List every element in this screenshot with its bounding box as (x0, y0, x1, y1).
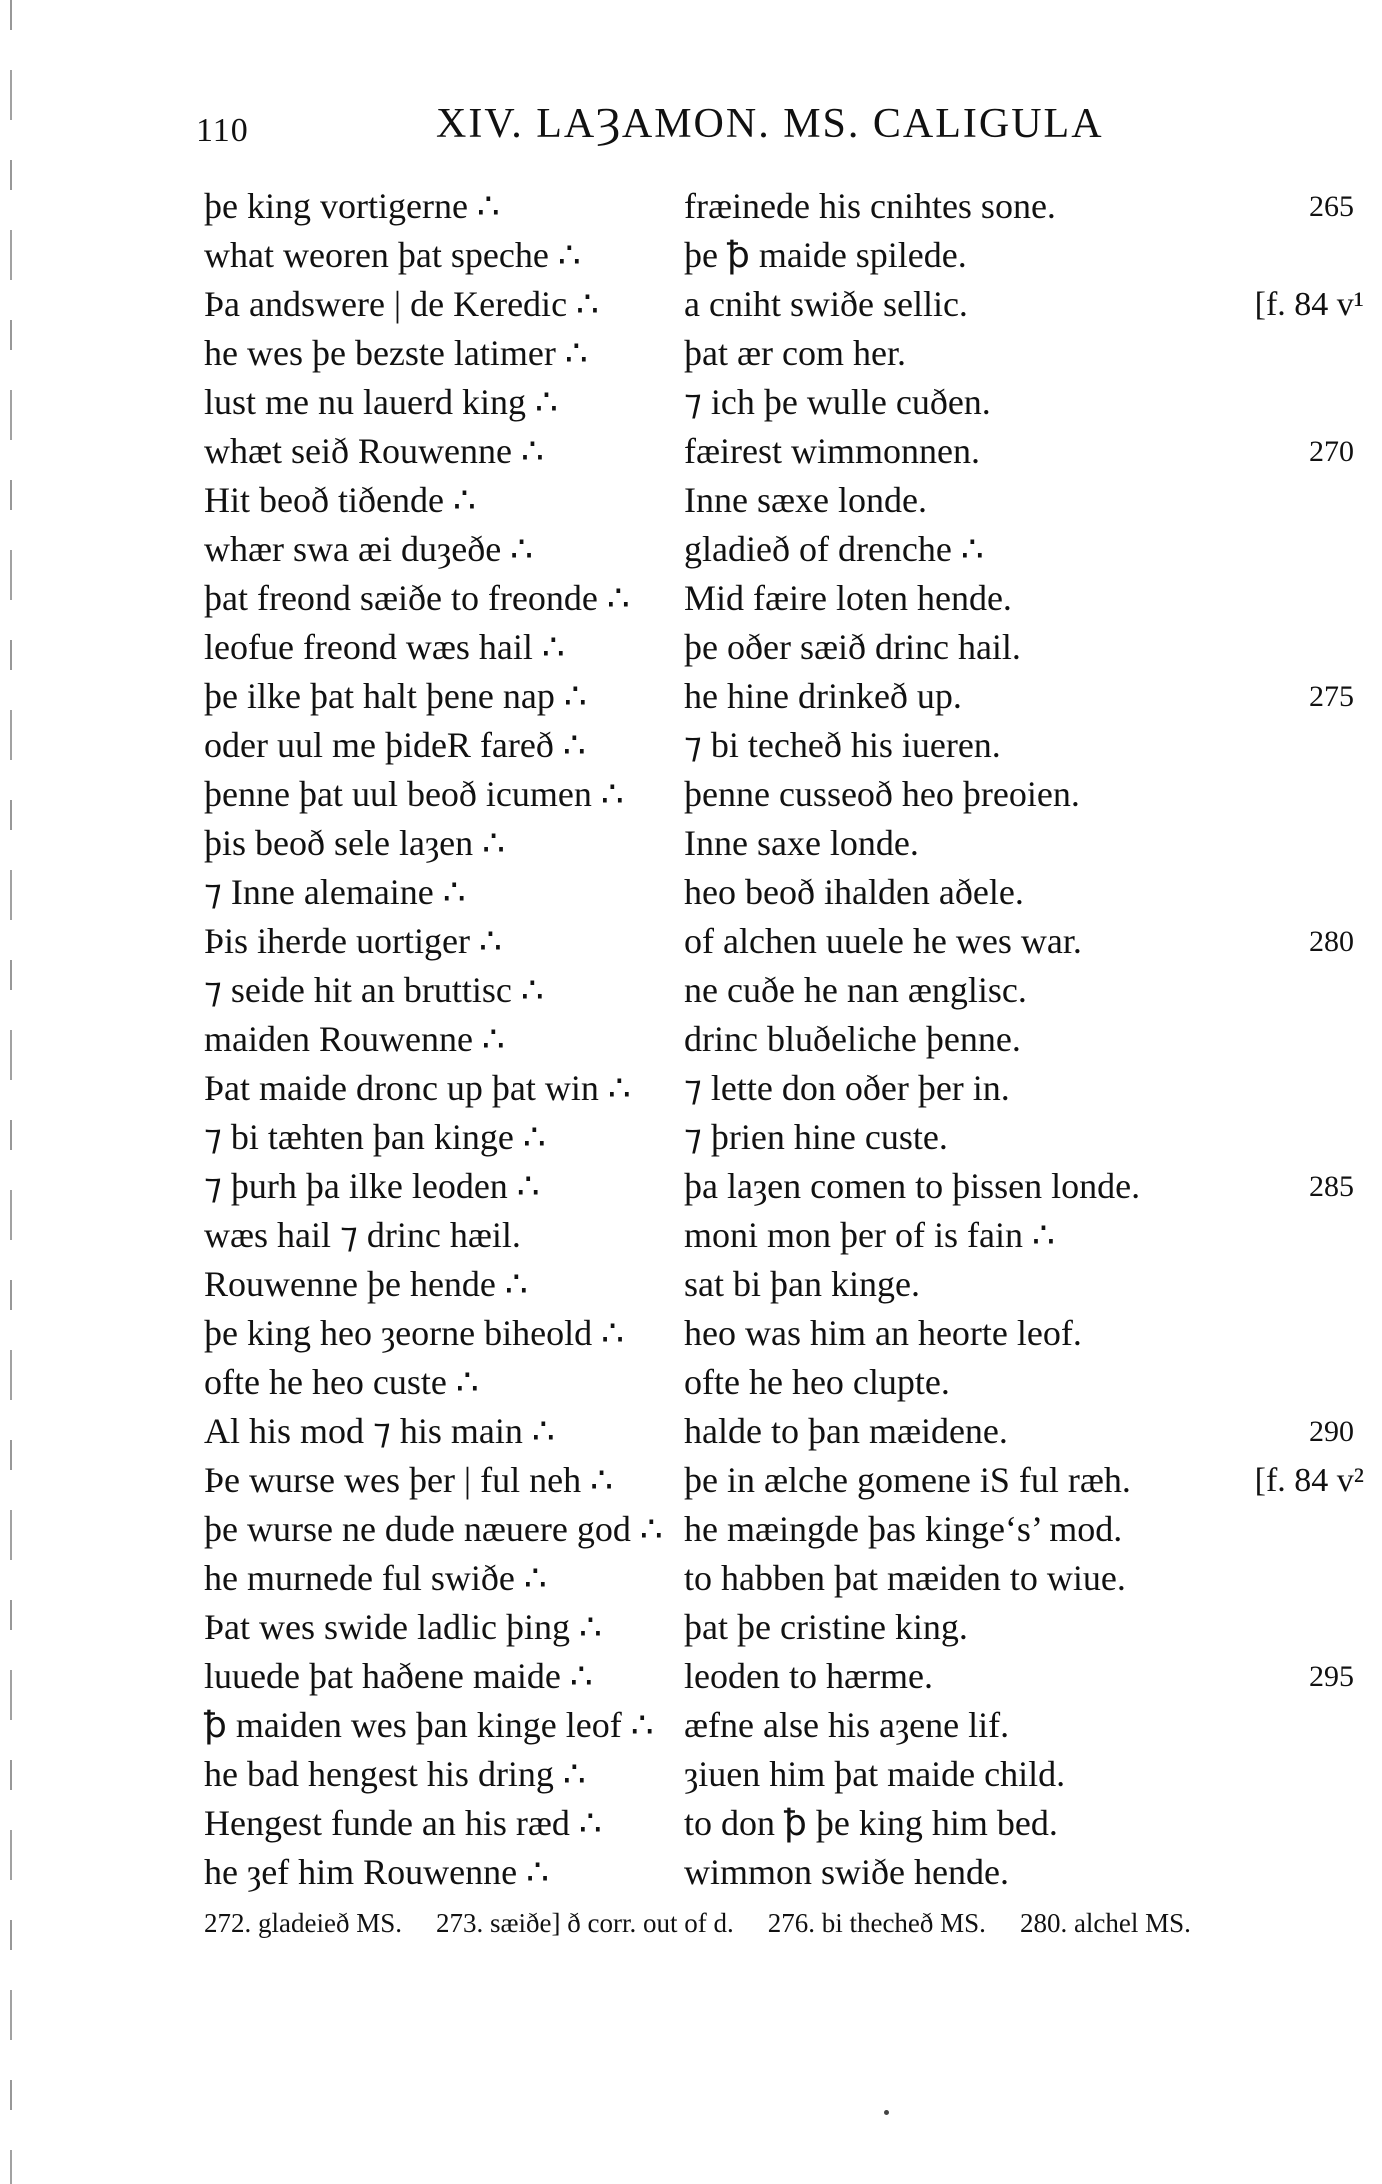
first-half-line: leofue freond wæs hail ∴ (204, 627, 565, 667)
footnotes (204, 1908, 1364, 1939)
first-half-line: whæt seið Rouwenne ∴ (204, 431, 544, 471)
second-half-line: Inne sæxe londe. (684, 480, 927, 520)
first-half-line: Þat wes swide ladlic þing ∴ (204, 1607, 602, 1647)
first-half-line: ⁊ bi tæhten þan kinge ∴ (204, 1117, 546, 1157)
first-half-line: lust me nu lauerd king ∴ (204, 382, 558, 422)
verse-text (204, 182, 1364, 1897)
verse-line (204, 182, 1364, 231)
footnote: 280. alchel MS. (1019, 1908, 1191, 1938)
first-half-line: þe king vortigerne ∴ (204, 186, 500, 226)
bottom-dot (884, 2110, 889, 2115)
second-half-line: to don ꝥ þe king him bed. (684, 1803, 1058, 1843)
second-half-line: moni mon þer of is fain ∴ (684, 1215, 1055, 1255)
verse-line (204, 280, 1364, 329)
verse-line (204, 1064, 1364, 1113)
verse-line (204, 1113, 1364, 1162)
second-half-line: he mæingde þas kinge‘s’ mod. (684, 1509, 1123, 1549)
second-half-line: gladieð of drenche ∴ (684, 529, 984, 569)
first-half-line: ⁊ seide hit an bruttisc ∴ (204, 970, 544, 1010)
second-half-line: a cniht swiðe sellic. (684, 284, 968, 324)
second-half-line: fæirest wimmonnen. (684, 431, 980, 471)
first-half-line: ⁊ þurh þa ilke leoden ∴ (204, 1166, 540, 1206)
verse-line (204, 672, 1364, 721)
first-half-line: Hengest funde an his ræd ∴ (204, 1803, 602, 1843)
verse-line (204, 1652, 1364, 1701)
first-half-line: Al his mod ⁊ his main ∴ (204, 1411, 555, 1451)
verse-line (204, 1799, 1364, 1848)
second-half-line: þa laȝen comen to þissen londe. (684, 1166, 1141, 1206)
verse-line (204, 1848, 1364, 1897)
line-number: 280 (1309, 925, 1354, 958)
folio-reference: [f. 84 v¹ (1254, 286, 1364, 323)
running-title: XIV. LAȜAMON. MS. CALIGULA (436, 101, 1104, 147)
line-number: 285 (1309, 1170, 1354, 1203)
first-half-line: ꝥ maiden wes þan kinge leof ∴ (204, 1705, 654, 1745)
line-number: 290 (1309, 1415, 1354, 1448)
first-half-line: Þe wurse wes þer | ful neh ∴ (204, 1460, 614, 1500)
verse-line (204, 329, 1364, 378)
second-half-line: þe in ælche gomene iS ful ræh. (684, 1460, 1131, 1500)
second-half-line: wimmon swiðe hende. (684, 1852, 1009, 1892)
first-half-line: he bad hengest his dring ∴ (204, 1754, 586, 1794)
second-half-line: fræinede his cnihtes sone. (684, 186, 1056, 226)
first-half-line: maiden Rouwenne ∴ (204, 1019, 505, 1059)
second-half-line: ȝiuen him þat maide child. (684, 1754, 1066, 1794)
first-half-line: þis beoð sele laȝen ∴ (204, 823, 506, 863)
verse-line (204, 1505, 1364, 1554)
first-half-line: Rouwenne þe hende ∴ (204, 1264, 528, 1304)
second-half-line: þenne cusseoð heo þreoien. (684, 774, 1080, 814)
first-half-line: þe ilke þat halt þene nap ∴ (204, 676, 587, 716)
verse-line (204, 1750, 1364, 1799)
verse-line (204, 1211, 1364, 1260)
first-half-line: þenne þat uul beoð icumen ∴ (204, 774, 624, 814)
first-half-line: he murnede ful swiðe ∴ (204, 1558, 547, 1598)
first-half-line: þe king heo ȝeorne biheold ∴ (204, 1313, 625, 1353)
first-half-line: Þat maide dronc up þat win ∴ (204, 1068, 631, 1108)
verse-line (204, 427, 1364, 476)
second-half-line: heo beoð ihalden aðele. (684, 872, 1024, 912)
folio-reference: [f. 84 v² (1254, 1462, 1364, 1499)
second-half-line: æfne alse his aȝene lif. (684, 1705, 1010, 1745)
second-half-line: he hine drinkeð up. (684, 676, 962, 716)
page-number: 110 (196, 112, 249, 149)
first-half-line: wæs hail ⁊ drinc hæil. (204, 1215, 521, 1255)
verse-line (204, 1015, 1364, 1064)
verse-line (204, 1162, 1364, 1211)
first-half-line: he ȝef him Rouwenne ∴ (204, 1852, 550, 1892)
second-half-line: Mid fæire loten hende. (684, 578, 1012, 618)
verse-line (204, 917, 1364, 966)
second-half-line: þe ꝥ maide spilede. (684, 235, 967, 275)
verse-line (204, 1407, 1364, 1456)
verse-line (204, 378, 1364, 427)
footnote: 273. sæiðe] ð corr. out of d. (435, 1908, 734, 1938)
second-half-line: þe oðer sæið drinc hail. (684, 627, 1021, 667)
second-half-line: þat þe cristine king. (684, 1607, 968, 1647)
verse-line (204, 623, 1364, 672)
verse-line (204, 868, 1364, 917)
verse-line (204, 1358, 1364, 1407)
first-half-line: whær swa æi duȝeðe ∴ (204, 529, 534, 569)
verse-line (204, 770, 1364, 819)
first-half-line: luuede þat haðene maide ∴ (204, 1656, 593, 1696)
verse-line (204, 476, 1364, 525)
second-half-line: ⁊ lette don oðer þer in. (684, 1068, 1010, 1108)
line-number: 275 (1309, 680, 1354, 713)
second-half-line: drinc bluðeliche þenne. (684, 1019, 1021, 1059)
verse-line (204, 1701, 1364, 1750)
verse-line (204, 1603, 1364, 1652)
second-half-line: ofte he heo clupte. (684, 1362, 950, 1402)
first-half-line: Hit beoð tiðende ∴ (204, 480, 476, 520)
line-number: 270 (1309, 435, 1354, 468)
verse-line (204, 1554, 1364, 1603)
second-half-line: to habben þat mæiden to wiue. (684, 1558, 1126, 1598)
second-half-line: Inne saxe londe. (684, 823, 919, 863)
margin-rule (10, 0, 12, 2184)
first-half-line: he wes þe bezste latimer ∴ (204, 333, 588, 373)
second-half-line: ne cuðe he nan ænglisc. (684, 970, 1027, 1010)
second-half-line: leoden to hærme. (684, 1656, 933, 1696)
verse-line (204, 1309, 1364, 1358)
verse-line (204, 819, 1364, 868)
second-half-line: sat bi þan kinge. (684, 1264, 920, 1304)
second-half-line: ⁊ bi techeð his iueren. (684, 725, 1001, 765)
verse-line (204, 1456, 1364, 1505)
second-half-line: þat ær com her. (684, 333, 906, 373)
first-half-line: oder uul me þideR fareð ∴ (204, 725, 586, 765)
verse-line (204, 966, 1364, 1015)
first-half-line: ⁊ Inne alemaine ∴ (204, 872, 466, 912)
footnote: 276. bi thecheð MS. (767, 1908, 986, 1938)
first-half-line: what weoren þat speche ∴ (204, 235, 581, 275)
verse-line (204, 574, 1364, 623)
line-number: 295 (1309, 1660, 1354, 1693)
first-half-line: þe wurse ne dude næuere god ∴ (204, 1509, 663, 1549)
first-half-line: Þa andswere | de Keredic ∴ (204, 284, 599, 324)
line-number: 265 (1309, 190, 1354, 223)
verse-line (204, 721, 1364, 770)
first-half-line: þat freond sæiðe to freonde ∴ (204, 578, 630, 618)
footnote: 272. gladeieð MS. (204, 1908, 402, 1938)
second-half-line: ⁊ þrien hine custe. (684, 1117, 948, 1157)
second-half-line: ⁊ ich þe wulle cuðen. (684, 382, 991, 422)
second-half-line: heo was him an heorte leof. (684, 1313, 1082, 1353)
second-half-line: of alchen uuele he wes war. (684, 921, 1082, 961)
verse-line (204, 525, 1364, 574)
first-half-line: ofte he heo custe ∴ (204, 1362, 479, 1402)
second-half-line: halde to þan mæidene. (684, 1411, 1008, 1451)
first-half-line: Þis iherde uortiger ∴ (204, 921, 502, 961)
verse-line (204, 1260, 1364, 1309)
verse-line (204, 231, 1364, 280)
page-header (196, 100, 1356, 160)
